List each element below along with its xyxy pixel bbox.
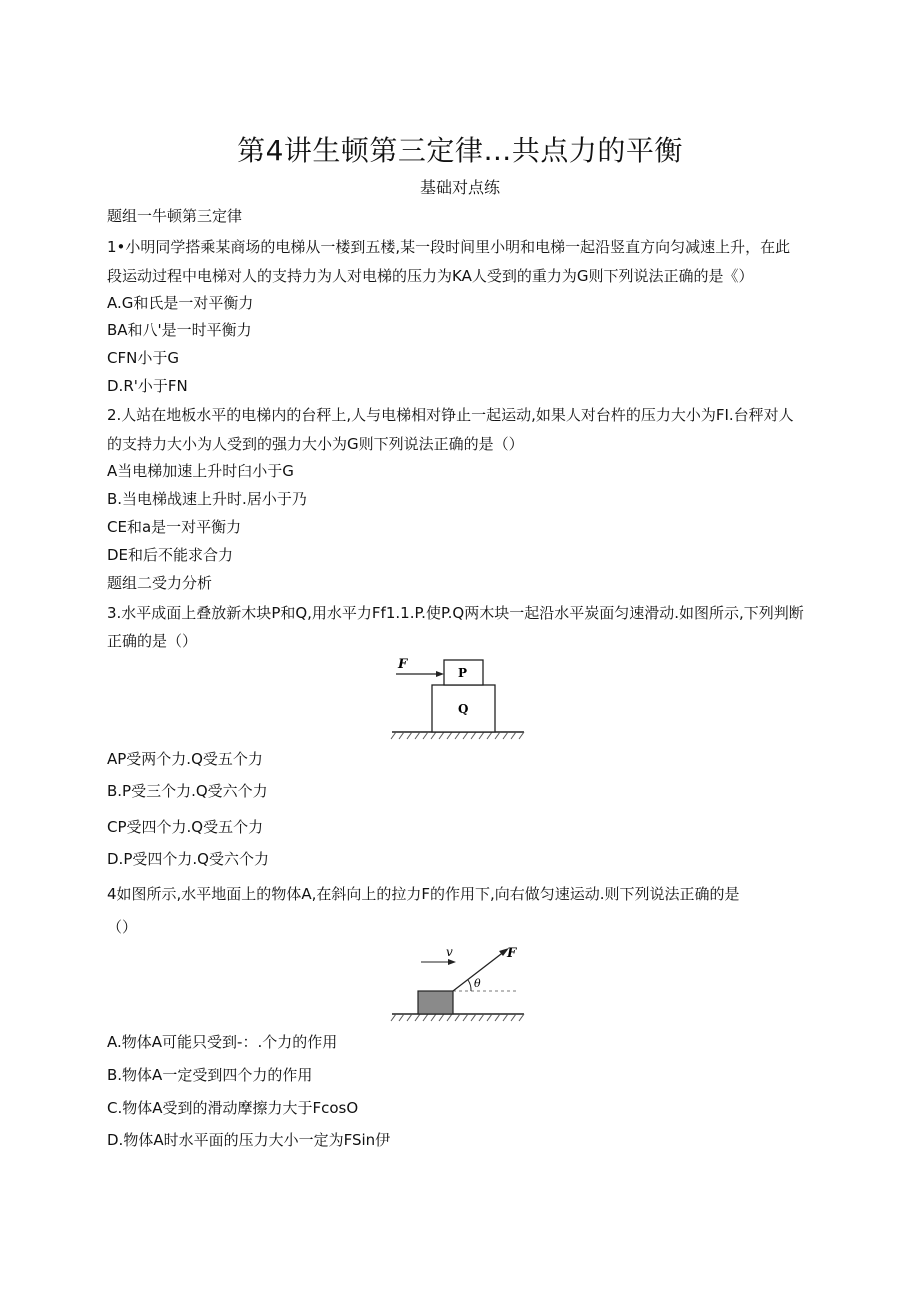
force-label-f: F xyxy=(398,657,408,672)
q3-option-b: B.P受三个力.Q受六个力 xyxy=(107,782,268,800)
block-label-p: P xyxy=(458,666,468,680)
q1-option-a: A.G和氏是一对平衡力 xyxy=(107,294,254,312)
q2-option-d: DE和后不能求合力 xyxy=(107,546,234,564)
q1-option-d: D.R'小于FN xyxy=(107,377,188,395)
force-label-f: F xyxy=(507,946,517,961)
angle-label-theta: θ xyxy=(474,977,481,990)
q3-figure-blocks xyxy=(388,650,528,742)
q3-option-c: CP受四个力.Q受五个力 xyxy=(107,818,264,836)
q2-option-b: B.当电梯战速上升时.居小于乃 xyxy=(107,490,307,508)
group-heading-1: 题组一牛顿第三定律 xyxy=(107,207,243,225)
q2-option-c: CE和a是一对平衡力 xyxy=(107,518,242,536)
q2-stem-line1: 2.人站在地板水平的电梯内的台秤上,人与电梯相对铮止一起运动,如果人对台杵的压力大小为FI.台秤对人 xyxy=(107,406,794,424)
q4-stem-line2: （） xyxy=(107,918,138,936)
q4-figure-pulled-block xyxy=(388,938,528,1024)
q3-option-d: D.P受四个力.Q受六个力 xyxy=(107,850,269,868)
q3-stem-line2: 正确的是（） xyxy=(107,632,198,650)
q3-option-a: AP受两个力.Q受五个力 xyxy=(107,750,263,768)
q4-option-d: D.物体A时水平面的压力大小一定为FSin伊 xyxy=(107,1131,391,1149)
q3-stem-line1: 3.水平成面上叠放新木块P和Q,用水平力Ff1.1.P.使P.Q两木块一起沿水平炭面匀速滑动.如图所示,下列判断 xyxy=(107,604,804,622)
block-label-q: Q xyxy=(458,702,469,716)
q4-stem-line1: 4如图所示,水平地面上的物体A,在斜向上的拉力F的作用下,向右做匀速运动.则下列说法正确的是 xyxy=(107,885,740,903)
q4-option-a: A.物体A可能只受到-：.个力的作用 xyxy=(107,1033,338,1051)
q2-stem-line2: 的支持力大小为人受到的强力大小为G则下列说法正确的是（） xyxy=(107,435,524,453)
velocity-label-v: v xyxy=(446,945,453,959)
q2-option-a: A当电梯加速上升时臼小于G xyxy=(107,462,294,480)
page-title: 第4讲生顿第三定律…共点力的平衡 xyxy=(237,134,683,167)
block-a xyxy=(418,991,453,1014)
group-heading-2: 题组二受力分析 xyxy=(107,574,213,592)
section-subtitle: 基础对点练 xyxy=(419,178,500,197)
q4-option-b: B.物体A一定受到四个力的作用 xyxy=(107,1066,313,1084)
q4-option-c: C.物体A受到的滑动摩擦力大于FcosO xyxy=(107,1099,359,1117)
q1-stem-line1: 1•小明同学搭乘某商场的电梯从一楼到五楼,某一段时间里小明和电梯一起沿竖直方向匀减速上升，在此 xyxy=(107,238,791,256)
q1-stem-line2: 段运动过程中电梯对人的支持力为人对电梯的压力为KA人受到的重力为G则下列说法正确的是《） xyxy=(107,267,754,285)
q1-option-b: BA和八'是一时平衡力 xyxy=(107,321,252,339)
q1-option-c: CFN小于G xyxy=(107,349,179,367)
